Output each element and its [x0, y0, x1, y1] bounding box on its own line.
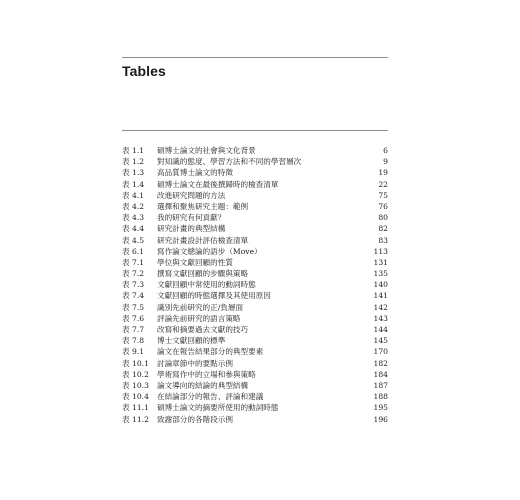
table-number: 表 6.1: [122, 246, 145, 256]
page-number: 145: [373, 336, 388, 346]
page-number: 182: [373, 358, 388, 368]
page-number: 135: [373, 269, 388, 279]
table-title: 改進研究問題的方法: [157, 190, 226, 200]
table-entry[interactable]: [122, 246, 388, 257]
page-number: 19: [378, 168, 388, 178]
page-number: 83: [378, 235, 388, 245]
section-rule: [122, 130, 388, 131]
table-entry[interactable]: [122, 212, 388, 223]
table-title: 博士文獻回顧的標準: [157, 336, 226, 346]
table-title: 選擇和聚焦研究主題：範例: [157, 201, 249, 211]
table-entry[interactable]: [122, 290, 388, 301]
table-number: 表 7.4: [122, 291, 145, 301]
page-number: 9: [383, 157, 388, 167]
table-entry[interactable]: [122, 391, 388, 402]
page-title: Tables: [122, 63, 166, 79]
page-number: 187: [373, 380, 388, 390]
table-entry[interactable]: [122, 324, 388, 335]
table-entry[interactable]: [122, 179, 388, 190]
page-number: 76: [378, 201, 388, 211]
table-number: 表 1.2: [122, 157, 145, 167]
table-entry[interactable]: [122, 201, 388, 212]
table-number: 表 11.2: [122, 414, 149, 424]
table-number: 表 4.1: [122, 190, 145, 200]
page-number: 22: [378, 179, 388, 189]
table-number: 表 7.6: [122, 313, 145, 323]
table-title: 撰寫文獻回顧的步驟與策略: [157, 269, 249, 279]
table-number: 表 7.8: [122, 336, 145, 346]
table-entry[interactable]: [122, 302, 388, 313]
table-title: 學位與文獻回顧的性質: [157, 257, 233, 267]
table-entry[interactable]: [122, 358, 388, 369]
table-title: 致謝部分的各階段示例: [157, 414, 233, 424]
table-title: 碩博士論文的社會與文化背景: [157, 146, 256, 155]
table-entry[interactable]: [122, 402, 388, 413]
table-title: 研究計畫設計評估檢查清單: [157, 235, 249, 245]
table-number: 表 7.5: [122, 302, 145, 312]
table-entry[interactable]: [122, 257, 388, 268]
table-title: 學術寫作中的立場和參與策略: [157, 369, 256, 379]
table-number: 表 4.5: [122, 235, 145, 245]
page-number: 188: [373, 392, 388, 402]
page-number: 142: [373, 302, 388, 312]
table-entry[interactable]: [122, 313, 388, 324]
table-title: 碩博士論文在最後撰歸時的檢查清單: [157, 179, 279, 189]
table-number: 表 4.3: [122, 213, 145, 223]
table-number: 表 10.3: [122, 380, 149, 390]
table-entry[interactable]: [122, 156, 388, 167]
table-title: 評論先前研究的語言策略: [157, 313, 241, 323]
page-number: 80: [378, 213, 388, 223]
table-number: 表 7.7: [122, 325, 145, 334]
page-number: 75: [378, 190, 388, 200]
page-number: 143: [373, 313, 388, 323]
table-title: 論文導向的結論的典型結構: [157, 380, 249, 390]
table-number: 表 1.1: [122, 146, 145, 155]
page-number: 113: [373, 246, 388, 256]
table-entry[interactable]: [122, 268, 388, 279]
table-entry[interactable]: [122, 223, 388, 234]
table-title: 論文在報告結果部分的典型要素: [157, 347, 264, 357]
table-entry[interactable]: [122, 335, 388, 346]
table-number: 表 1.4: [122, 179, 145, 189]
table-number: 表 10.4: [122, 392, 149, 402]
table-entry[interactable]: [122, 167, 388, 178]
table-title: 我的研究有何貢獻？: [157, 213, 226, 223]
table-number: 表 1.3: [122, 168, 145, 178]
page-number: 82: [378, 224, 388, 234]
page-number: 184: [373, 369, 388, 379]
page-number: 131: [373, 257, 388, 267]
page-number: 196: [373, 414, 388, 424]
top-rule: [122, 57, 388, 58]
page-number: 195: [373, 403, 388, 413]
table-entry[interactable]: [122, 346, 388, 357]
table-number: 表 10.1: [122, 358, 149, 368]
table-number: 表 4.2: [122, 201, 145, 211]
table-title: 高品質博士論文的特徵: [157, 168, 233, 178]
tables-list: [122, 145, 388, 425]
page-number: 6: [383, 146, 388, 155]
table-entry[interactable]: [122, 190, 388, 201]
page-number: 141: [373, 291, 388, 301]
table-title: 文獻回顧中常使用的動詞時態: [157, 280, 256, 290]
table-title: 改寫和摘要過去文獻的技巧: [157, 325, 249, 334]
table-entry[interactable]: [122, 235, 388, 246]
table-title: 寫作論文總論的語步（Move）: [157, 246, 262, 256]
table-title: 在結論部分的報告、評論和建議: [157, 392, 264, 402]
table-number: 表 10.2: [122, 369, 149, 379]
table-title: 碩博士論文的摘要所使用的動詞時態: [157, 403, 279, 413]
table-title: 對知識的態度、學習方法和不同的學習層次: [157, 157, 302, 167]
table-number: 表 7.3: [122, 280, 145, 290]
table-entry[interactable]: [122, 145, 388, 156]
table-entry[interactable]: [122, 414, 388, 425]
table-number: 表 4.4: [122, 224, 145, 234]
table-entry[interactable]: [122, 380, 388, 391]
page-number: 170: [373, 347, 388, 357]
page-number: 144: [373, 325, 388, 334]
table-entry[interactable]: [122, 369, 388, 380]
table-title: 識別先前研究的正/負層面: [157, 302, 244, 312]
table-title: 文獻回顧的時態選擇及其使用原因: [157, 291, 271, 301]
table-number: 表 11.1: [122, 403, 149, 413]
page-number: 140: [373, 280, 388, 290]
table-number: 表 7.1: [122, 257, 145, 267]
table-title: 討論章節中的要點示例: [157, 358, 233, 368]
table-title: 研究計畫的典型結構: [157, 224, 226, 234]
table-entry[interactable]: [122, 279, 388, 290]
table-number: 表 7.2: [122, 269, 145, 279]
table-number: 表 9.1: [122, 347, 145, 357]
